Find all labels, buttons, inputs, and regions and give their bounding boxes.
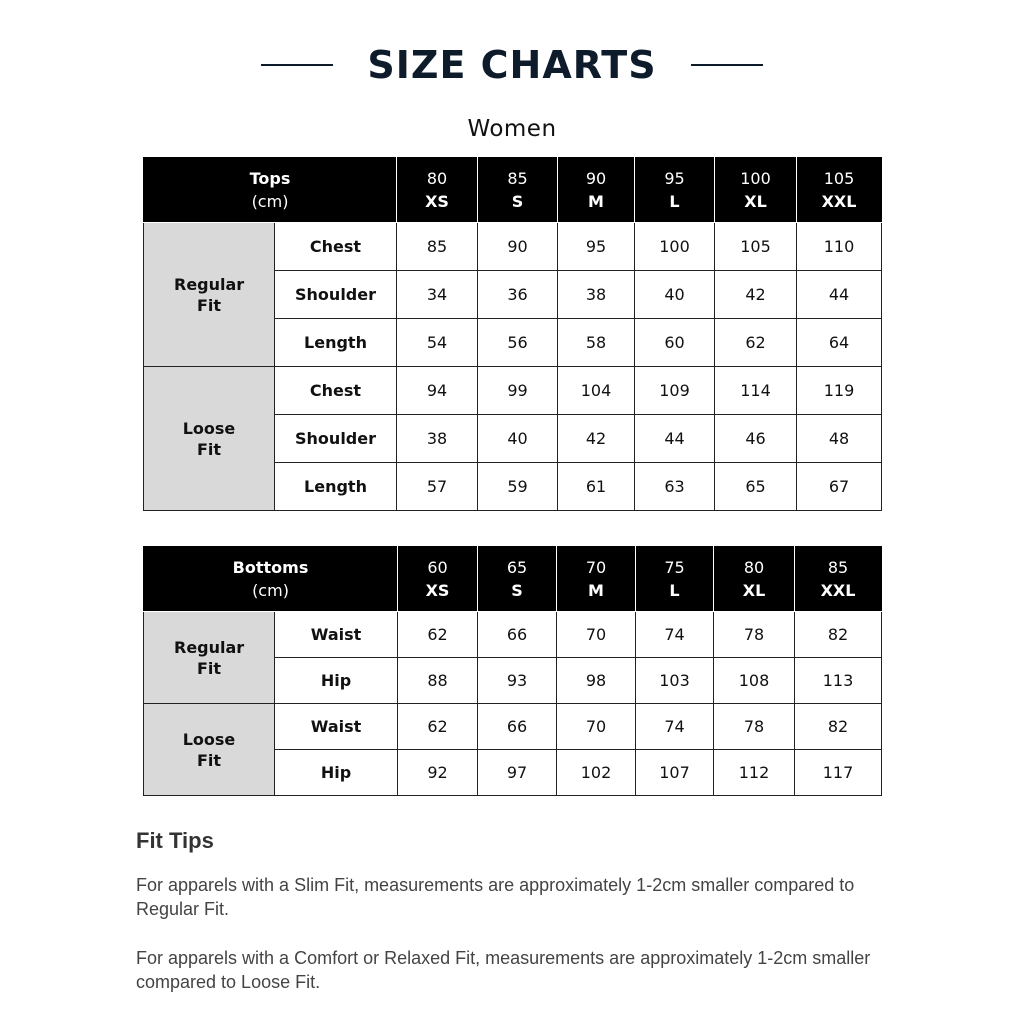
size-header — [398, 547, 478, 612]
measurement-label: Length — [275, 463, 397, 511]
measurement-value: 40 — [478, 415, 558, 463]
size-header — [715, 158, 797, 223]
measurement-label: Shoulder — [275, 415, 397, 463]
measurement-value: 82 — [795, 704, 882, 750]
measurement-label: Chest — [275, 367, 397, 415]
size-number: 75 — [664, 558, 685, 577]
category-header — [144, 547, 398, 612]
size-number: 85 — [507, 169, 528, 188]
size-header — [635, 158, 715, 223]
header-row — [144, 547, 882, 612]
measurement-value: 54 — [397, 319, 478, 367]
measurement-value: 99 — [478, 367, 558, 415]
size-number: 95 — [664, 169, 685, 188]
category-unit: (cm) — [251, 192, 289, 211]
size-number: 100 — [740, 169, 771, 188]
size-number: 60 — [427, 558, 448, 577]
size-label: S — [511, 192, 524, 211]
measurement-value: 82 — [795, 612, 882, 658]
measurement-label: Waist — [275, 612, 398, 658]
measurement-value: 64 — [797, 319, 882, 367]
measurement-label: Length — [275, 319, 397, 367]
tops-size-table — [143, 157, 882, 511]
size-label: XL — [744, 192, 767, 211]
measurement-value: 119 — [797, 367, 882, 415]
measurement-value: 61 — [558, 463, 635, 511]
measurement-value: 74 — [636, 612, 714, 658]
table-row — [144, 223, 882, 271]
size-label: XL — [742, 581, 766, 600]
measurement-value: 107 — [636, 750, 714, 796]
table-row — [144, 367, 882, 415]
measurement-value: 95 — [558, 223, 635, 271]
fit-type-cell: Loose Fit — [144, 367, 275, 511]
size-header — [397, 158, 478, 223]
size-header — [797, 158, 882, 223]
fit-type-cell: Regular Fit — [144, 223, 275, 367]
measurement-value: 40 — [635, 271, 715, 319]
fit-type-cell: Loose Fit — [144, 704, 275, 796]
measurement-value: 78 — [714, 704, 795, 750]
fit-tip-relaxed: For apparels with a Comfort or Relaxed Fit, measurements are approximately 1-2cm smaller compared to Loose Fit. — [136, 948, 871, 992]
fit-tips-heading: Fit Tips — [136, 828, 214, 853]
measurement-value: 103 — [636, 658, 714, 704]
measurement-value: 92 — [398, 750, 478, 796]
measurement-value: 63 — [635, 463, 715, 511]
bottoms-size-table — [143, 546, 882, 796]
measurement-value: 100 — [635, 223, 715, 271]
category-unit: (cm) — [252, 581, 289, 600]
size-number: 85 — [827, 558, 849, 577]
measurement-value: 59 — [478, 463, 558, 511]
table-row — [144, 612, 882, 658]
measurement-label: Hip — [275, 750, 398, 796]
size-header — [478, 158, 558, 223]
measurement-value: 113 — [795, 658, 882, 704]
size-header — [557, 547, 636, 612]
measurement-value: 67 — [797, 463, 882, 511]
measurement-value: 110 — [797, 223, 882, 271]
measurement-value: 70 — [557, 612, 636, 658]
measurement-value: 94 — [397, 367, 478, 415]
measurement-value: 34 — [397, 271, 478, 319]
size-number: 80 — [743, 558, 765, 577]
measurement-value: 85 — [397, 223, 478, 271]
size-number: 65 — [506, 558, 528, 577]
measurement-value: 62 — [398, 704, 478, 750]
measurement-value: 57 — [397, 463, 478, 511]
measurement-value: 65 — [715, 463, 797, 511]
category-title: Tops — [249, 169, 291, 188]
size-number: 80 — [426, 169, 448, 188]
measurement-value: 70 — [557, 704, 636, 750]
size-number: 70 — [585, 558, 607, 577]
measurement-value: 38 — [397, 415, 478, 463]
measurement-value: 97 — [478, 750, 557, 796]
measurement-label: Hip — [275, 658, 398, 704]
measurement-value: 109 — [635, 367, 715, 415]
measurement-value: 74 — [636, 704, 714, 750]
measurement-value: 78 — [714, 612, 795, 658]
size-label: S — [511, 581, 523, 600]
measurement-value: 108 — [714, 658, 795, 704]
measurement-value: 93 — [478, 658, 557, 704]
size-label: L — [669, 581, 680, 600]
fit-tip-slim: For apparels with a Slim Fit, measurements are approximately 1-2cm smaller compared to Regular Fit. — [136, 875, 855, 919]
measurement-value: 44 — [797, 271, 882, 319]
measurement-value: 90 — [478, 223, 558, 271]
measurement-label: Shoulder — [275, 271, 397, 319]
size-label: L — [669, 192, 680, 211]
measurement-value: 42 — [558, 415, 635, 463]
title-divider-right — [691, 64, 763, 66]
measurement-value: 104 — [558, 367, 635, 415]
size-header — [714, 547, 795, 612]
measurement-value: 117 — [795, 750, 882, 796]
measurement-value: 112 — [714, 750, 795, 796]
category-title: Bottoms — [232, 558, 309, 577]
size-label: XXL — [820, 581, 856, 600]
measurement-value: 105 — [715, 223, 797, 271]
measurement-value: 48 — [797, 415, 882, 463]
header-row — [144, 158, 882, 223]
size-label: XS — [425, 581, 450, 600]
table-row — [144, 704, 882, 750]
size-header — [795, 547, 882, 612]
measurement-value: 66 — [478, 612, 557, 658]
category-header — [144, 158, 397, 223]
measurement-value: 44 — [635, 415, 715, 463]
size-header — [636, 547, 714, 612]
measurement-value: 66 — [478, 704, 557, 750]
measurement-value: 38 — [558, 271, 635, 319]
size-label: M — [588, 192, 604, 211]
size-label: XXL — [821, 192, 857, 211]
measurement-value: 42 — [715, 271, 797, 319]
measurement-label: Waist — [275, 704, 398, 750]
measurement-value: 62 — [398, 612, 478, 658]
fit-type-cell: Regular Fit — [144, 612, 275, 704]
measurement-label: Chest — [275, 223, 397, 271]
page-title: SIZE CHARTS — [367, 43, 657, 87]
measurement-value: 60 — [635, 319, 715, 367]
measurement-value: 88 — [398, 658, 478, 704]
measurement-value: 56 — [478, 319, 558, 367]
size-number: 90 — [585, 169, 607, 188]
size-number: 105 — [823, 169, 855, 188]
measurement-value: 102 — [557, 750, 636, 796]
size-header — [478, 547, 557, 612]
size-header — [558, 158, 635, 223]
title-row — [0, 40, 1024, 90]
size-label: XS — [425, 192, 449, 211]
measurement-value: 114 — [715, 367, 797, 415]
measurement-value: 62 — [715, 319, 797, 367]
measurement-value: 98 — [557, 658, 636, 704]
measurement-value: 36 — [478, 271, 558, 319]
measurement-value: 46 — [715, 415, 797, 463]
measurement-value: 58 — [558, 319, 635, 367]
section-subtitle: Women — [467, 116, 557, 142]
size-label: M — [588, 581, 604, 600]
